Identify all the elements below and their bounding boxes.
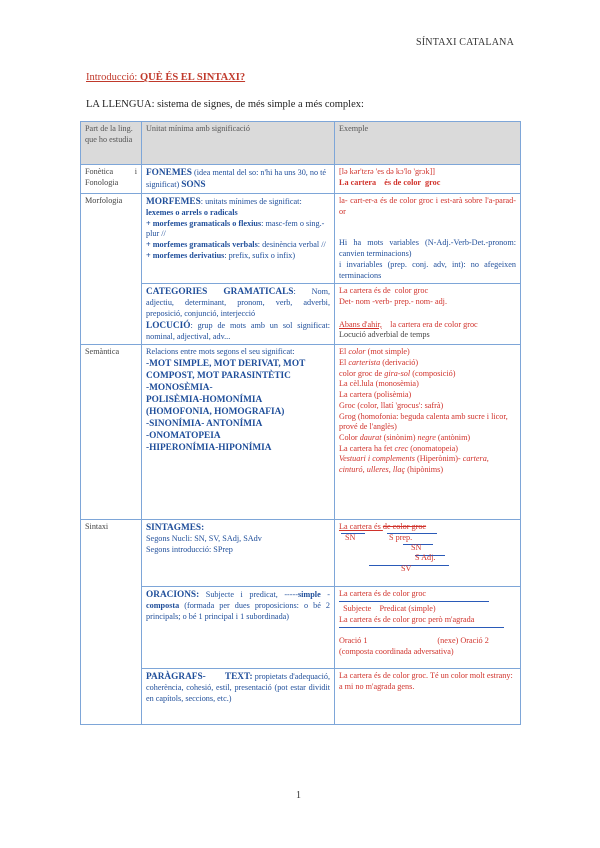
table-row [81, 165, 521, 194]
example-fonemes: [lə kər'tɛrə 'es də kɔ'lo 'grɔk]] La cartera és de color groc [335, 165, 521, 194]
unit-sintagmes: SINTAGMES: Segons Nucli: SN, SV, SAdj, SAdv Segons introducció: SPrep [142, 520, 335, 587]
part-morfologia: Morfologia [81, 194, 142, 345]
table-row [81, 520, 521, 587]
unit-categories: CATEGORIES GRAMATICALS: Nom, adjectiu, determinant, pronom, verb, adverbi, preposició, conjunció, interjecció LOCUCIÓ: grup de mots amb un sol significat: nominal, adjectival, adv... [142, 284, 335, 345]
header-unit: Unitat mínima amb significació [142, 122, 335, 165]
syntax-tree: SN S prep. SN S Adj. SV [339, 533, 516, 575]
unit-paragrafs: PARÀGRAFS- TEXT: propietats d'adequació, coherència, cohesió, estil, presentació (pot estar dividit en capítols, seccions, etc.) [142, 669, 335, 725]
example-semantica: El color (mot simple) El carterista (derivació) color groc de gira-sol (composició) La cèl.lula (monosèmia) La cartera (polisèmia) Groc (color, llatí 'grocus': safrà) Grog (homofonia: beguda calenta amb sucre i licor, prové de l'anglès) Color daurat (sinònim) negre (antònim) La cartera ha fet crec (onomatopeia) Vestuari i complements (Hiperònim)- cartera, cinturó, ulleres, llaç (hipònims) [335, 345, 521, 520]
example-paragrafs: La cartera és de color groc. Té un color molt estrany: a mi no m'agrada gens. [335, 669, 521, 725]
linguistics-table [80, 121, 521, 725]
unit-semantica: Relacions entre mots segons el seu significat: -MOT SIMPLE, MOT DERIVAT, MOT COMPOST, MOT PARASINTÈTIC -MONOSÈMIA- POLISÈMIA-HOMONÍMIA (HOMOFONIA, HOMOGRAFIA) -SINONÍMIA- ANTONÍMIA -ONOMATOPEIA -HIPERONÍMIA-HIPONÍMIA [142, 345, 335, 520]
header-part: Part de la ling. que ho estudia [81, 122, 142, 165]
part-sintaxi: Sintaxi [81, 520, 142, 725]
example-morfemes: la- cart-er-a és de color groc i est-arà sobre l'a-parad-or Hi ha mots variables (N-Adj.-Verb-Det.-pronom: canvien terminacions) i invariables (prep. conj. adv, int): no afegeixen terminacions [335, 194, 521, 284]
unit-fonemes: FONEMES (idea mental del so: n'hi ha uns 30, no té significat) SONS [142, 165, 335, 194]
table-row [81, 284, 521, 345]
example-oracions: La cartera és de color groc Subjecte Predicat (simple) La cartera és de color groc però m'agrada Oració 1 (nexe) Oració 2 (composta coordinada adversativa) [335, 587, 521, 669]
unit-oracions: ORACIONS: Subjecte i predicat, -----simple -composta (formada per dues proposicions: o bé 2 principals; o bé 1 principal i 1 subordinada) [142, 587, 335, 669]
intro-text: LA LLENGUA: sistema de signes, de més simple a més complex: [86, 99, 364, 110]
part-semantica: Semàntica [81, 345, 142, 520]
part-fonetica: Fonètica i Fonologia [81, 165, 142, 194]
example-categories: La cartera és de color groc Det- nom -verb- prep.- nom- adj. Abans d'ahir, la cartera era de color groc Locució adverbial de temps [335, 284, 521, 345]
table-row [81, 345, 521, 520]
example-sintagmes: La cartera és de color groc SN S prep. SN S Adj. SV [335, 520, 521, 587]
table-row [81, 669, 521, 725]
table-header-row [81, 122, 521, 165]
table-row [81, 587, 521, 669]
table-row [81, 194, 521, 284]
page-number: 1 [296, 790, 301, 801]
page-title: Introducció: QUÈ ÉS EL SINTAXI? [86, 72, 246, 83]
unit-morfemes: MORFEMES: unitats mínimes de significat: lexemes o arrels o radicals + morfemes gramaticals o flexius: masc-fem o sing.-plur // + morfemes gramaticals verbals: desinència verbal // + morfemes derivatius: prefix, sufix o infix) [142, 194, 335, 284]
running-header: SÍNTAXI CATALANA [416, 37, 514, 48]
header-example: Exemple [335, 122, 521, 165]
